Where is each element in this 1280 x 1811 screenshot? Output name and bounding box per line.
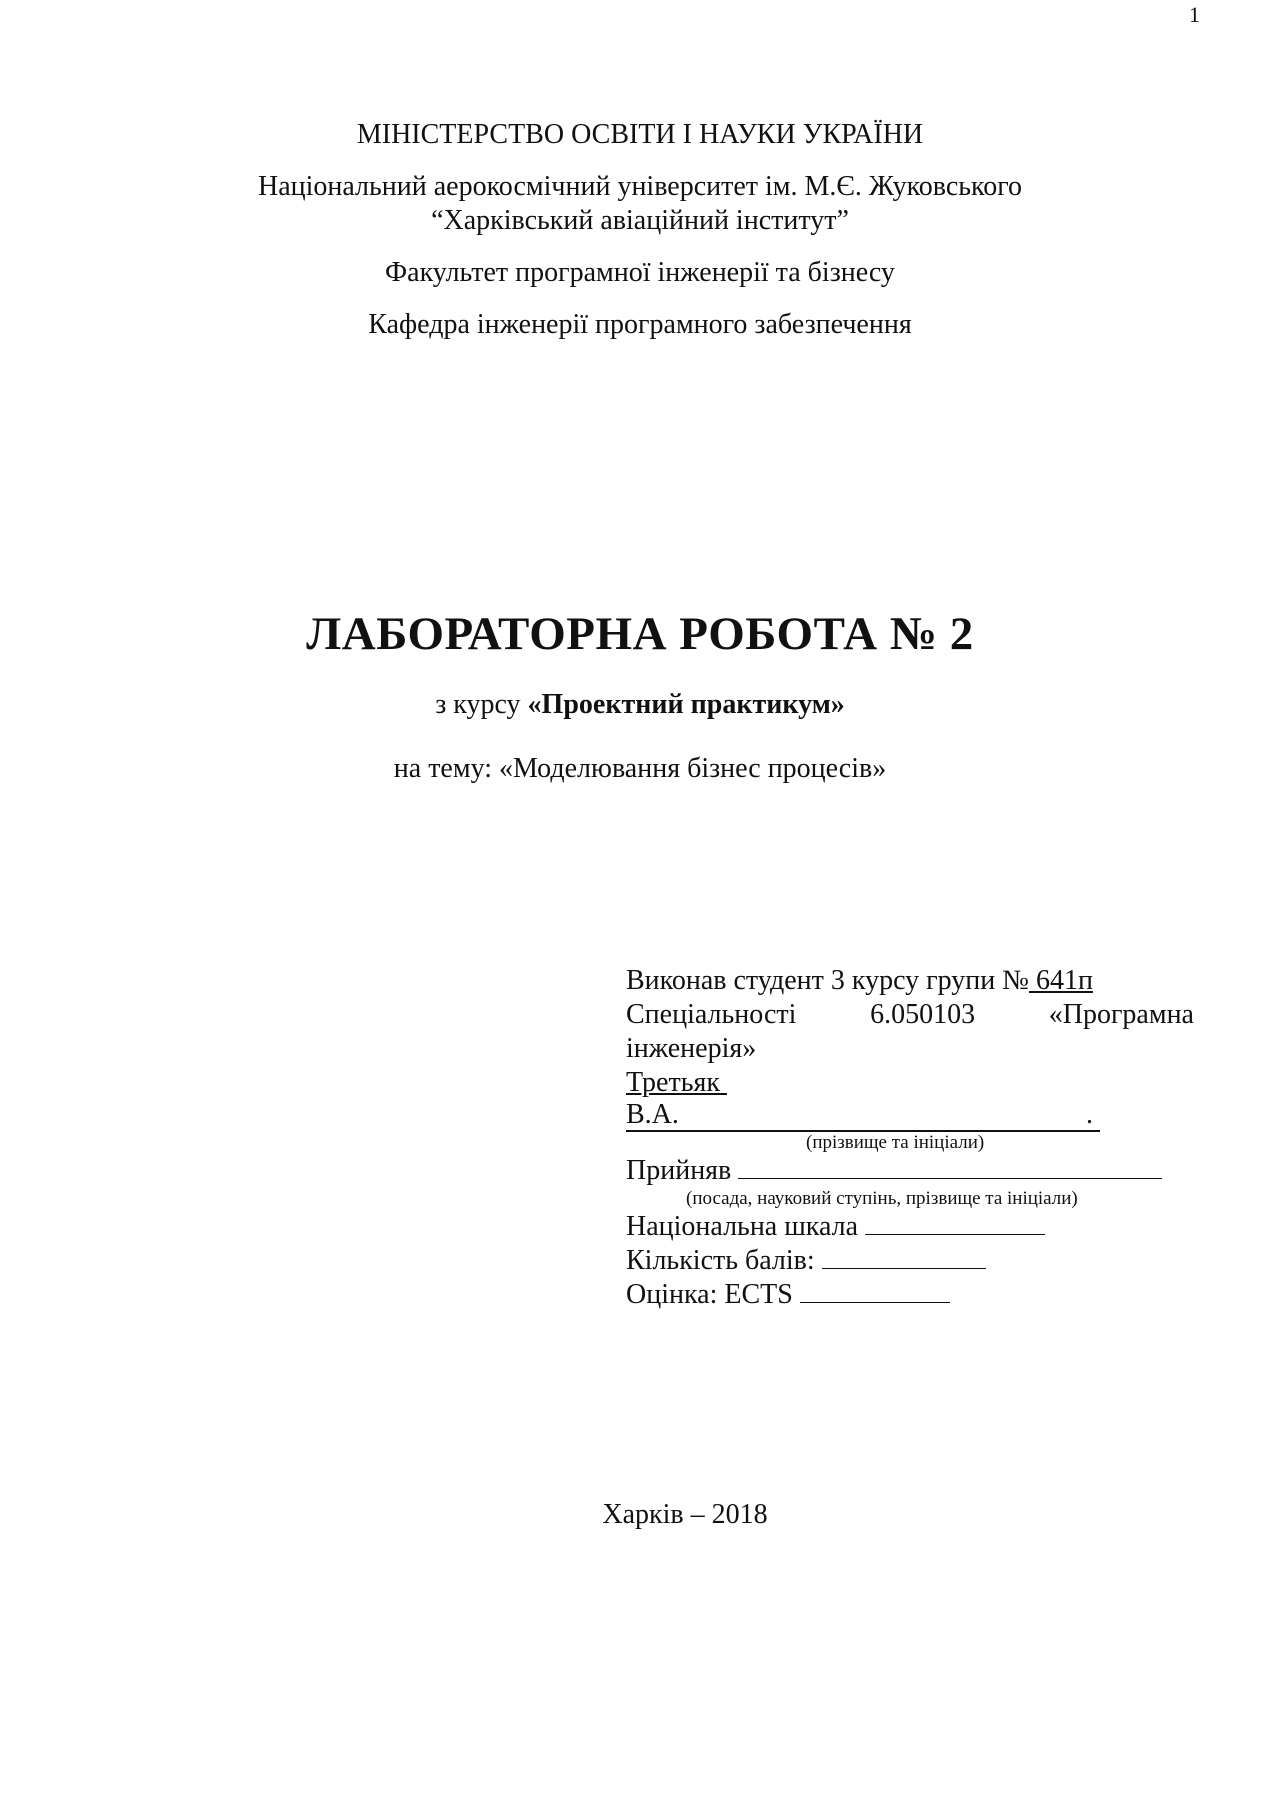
grade-line xyxy=(626,1278,1194,1312)
national-scale-line xyxy=(626,1210,1194,1244)
grade-blank xyxy=(800,1278,950,1303)
student-initials: В.А. xyxy=(626,1099,679,1130)
specialty-name-part2: інженерія» xyxy=(626,1033,757,1064)
course-line xyxy=(0,688,1280,722)
student-surname: Третьяк xyxy=(626,1067,720,1098)
points-line xyxy=(626,1244,1194,1278)
student-name-caption: (прізвище та ініціали) xyxy=(806,1132,985,1153)
group-number: 641п xyxy=(1028,965,1093,996)
specialty-name-part1: «Програмна xyxy=(1048,999,1194,1030)
name-line-end: . xyxy=(1086,1099,1093,1130)
signature-block xyxy=(626,964,1194,1312)
course-prefix: з курсу xyxy=(435,689,528,720)
specialty-label: Спеціальності xyxy=(626,999,797,1030)
course-name: «Проектний практикум» xyxy=(527,689,845,720)
accepted-label: Прийняв xyxy=(626,1155,732,1186)
student-initials-line xyxy=(626,1100,1100,1132)
points-blank xyxy=(822,1244,986,1269)
performed-by-label: Виконав студент 3 курсу групи № xyxy=(626,965,1029,996)
accepted-caption: (посада, науковий ступінь, прізвище та ініціали) xyxy=(686,1188,1078,1209)
national-scale-label: Національна шкала xyxy=(626,1211,859,1242)
faculty-name: Факультет програмної інженерії та бізнесу xyxy=(385,257,895,288)
points-label: Кількість балів: xyxy=(626,1245,815,1276)
department-name: Кафедра інженерії програмного забезпечення xyxy=(368,309,912,340)
specialty-line xyxy=(626,998,1194,1032)
ministry-name: МІНІСТЕРСТВО ОСВІТИ І НАУКИ УКРАЇНИ xyxy=(356,119,924,150)
national-scale-blank xyxy=(865,1210,1045,1235)
page-number: 1 xyxy=(1189,2,1200,27)
accepted-line xyxy=(626,1154,1194,1188)
topic-line: на тему: «Моделювання бізнес процесів» xyxy=(393,753,887,784)
work-title-block xyxy=(0,606,1280,786)
institute-name: “Харківський авіаційний інститут” xyxy=(431,205,849,236)
performed-by-line xyxy=(626,964,1194,998)
accepted-signature-line xyxy=(738,1154,1162,1179)
university-name: Національний аерокосмічний університет ім. М.Є. Жуковського xyxy=(257,171,1023,202)
grade-label: Оцінка: ECTS xyxy=(626,1279,793,1310)
city-year: Харків – 2018 xyxy=(602,1499,768,1530)
specialty-code: 6.050103 xyxy=(870,999,976,1030)
title-page-header xyxy=(0,118,1280,342)
main-title: ЛАБОРАТОРНА РОБОТА № 2 xyxy=(306,608,974,660)
student-surname-line xyxy=(626,1066,1194,1100)
